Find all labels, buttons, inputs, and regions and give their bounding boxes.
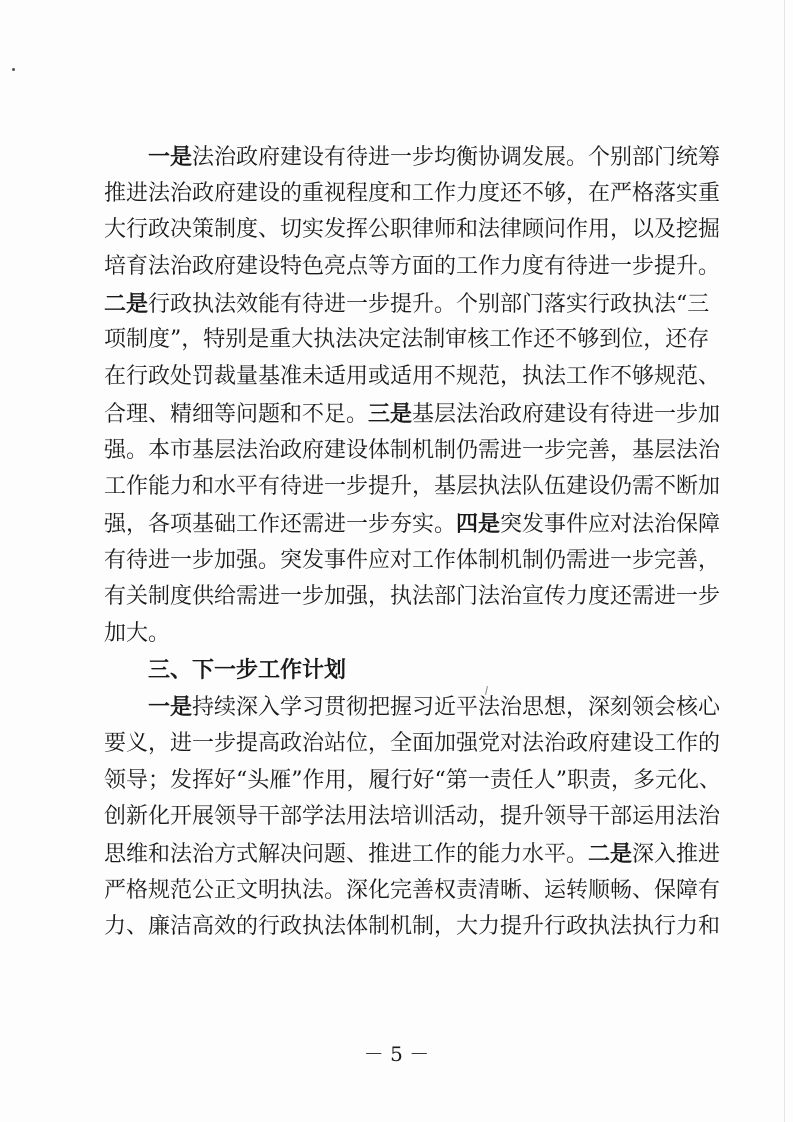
text-line xyxy=(104,616,714,653)
scan-speck xyxy=(12,68,15,71)
text-line xyxy=(104,396,721,433)
text-line xyxy=(104,506,721,543)
text-run: 项制度”，特别是重大执法决定法制审核工作还不够到位，还存 xyxy=(104,327,710,353)
text-run: 工作能力和水平有待进一步提升，基层执法队伍建设仍需不断加 xyxy=(104,474,721,500)
text-run: 强。本市基层法治政府建设体制机制仍需进一步完善，基层法治 xyxy=(104,437,721,463)
emphasis-text: 四是 xyxy=(456,510,501,537)
text-line xyxy=(104,763,721,800)
emphasis-text: 三、下一步工作计划 xyxy=(148,657,347,683)
text-line xyxy=(104,249,721,286)
section-heading xyxy=(104,653,714,690)
text-line xyxy=(104,212,721,249)
text-line xyxy=(104,836,721,873)
text-line xyxy=(104,579,721,616)
text-line xyxy=(104,543,721,580)
text-run: 合理、精细等问题和不足。 xyxy=(104,401,369,427)
text-run: 持续深入学习贯彻把握习近平法治思想，深刻领会核心 xyxy=(192,695,721,721)
text-run: 推进法治政府建设的重视程度和工作力度还不够，在严格落实重 xyxy=(104,180,721,206)
text-run: 力、廉洁高效的行政执法体制机制，大力提升行政执法执行力和 xyxy=(104,914,721,940)
text-line xyxy=(104,689,721,726)
text-line xyxy=(104,322,714,359)
body-text xyxy=(104,139,721,946)
text-run: 有关制度供给需进一步加强，执法部门法治宣传力度还需进一步 xyxy=(104,584,721,610)
text-line xyxy=(104,433,721,470)
text-run: 法治政府建设有待进一步均衡协调发展。个别部门统筹 xyxy=(192,145,721,170)
text-run: 在行政处罚裁量基准未适用或适用不规范，执法工作不够规范、 xyxy=(104,364,721,390)
text-run: 突发事件应对法治保障 xyxy=(500,511,721,537)
text-run: 培育法治政府建设特色亮点等方面的工作力度有待进一步提升。 xyxy=(104,254,721,280)
page-number: － 5 － xyxy=(363,1042,430,1066)
text-run: 强，各项基础工作还需进一步夯实。 xyxy=(104,511,457,537)
emphasis-text: 一是 xyxy=(148,694,193,721)
text-line xyxy=(104,359,721,396)
text-run: 基层法治政府建设有待进一步加 xyxy=(412,401,721,427)
text-run: 要义，进一步提高政治站位，全面加强党对法治政府建设工作的 xyxy=(104,731,721,756)
text-run: 创新化开展领导干部学法用法培训活动，提升领导干部运用法治 xyxy=(104,804,721,830)
text-line xyxy=(104,469,721,506)
emphasis-text: 三是 xyxy=(368,400,413,427)
text-line xyxy=(104,176,721,213)
text-run: 严格规范公正文明执法。深化完善权责清晰、运转顺畅、保障有 xyxy=(104,877,721,903)
text-run: 大行政决策制度、切实发挥公职律师和法律顾问作用，以及挖掘 xyxy=(104,217,721,243)
text-line xyxy=(104,909,721,946)
text-line xyxy=(104,726,721,763)
page-edge xyxy=(784,0,785,1122)
emphasis-text: 一是 xyxy=(148,144,193,170)
text-line xyxy=(104,139,721,176)
text-run: 领导；发挥好“头雁”作用，履行好“第一责任人”职责，多元化、 xyxy=(104,767,721,793)
text-run: 加大。 xyxy=(104,620,171,646)
text-run: 行政执法效能有待进一步提升。个别部门落实行政执法“三 xyxy=(148,291,710,317)
emphasis-text: 二是 xyxy=(104,290,149,317)
text-run: 深入推进 xyxy=(632,842,721,868)
text-run: 有待进一步加强。突发事件应对工作体制机制仍需进一步完善， xyxy=(104,547,721,573)
text-run: 思维和法治方式解决问题、推进工作的能力水平。 xyxy=(104,842,589,868)
text-line xyxy=(104,286,714,323)
emphasis-text: 二是 xyxy=(588,841,633,868)
text-line xyxy=(104,873,721,910)
text-line xyxy=(104,799,721,836)
